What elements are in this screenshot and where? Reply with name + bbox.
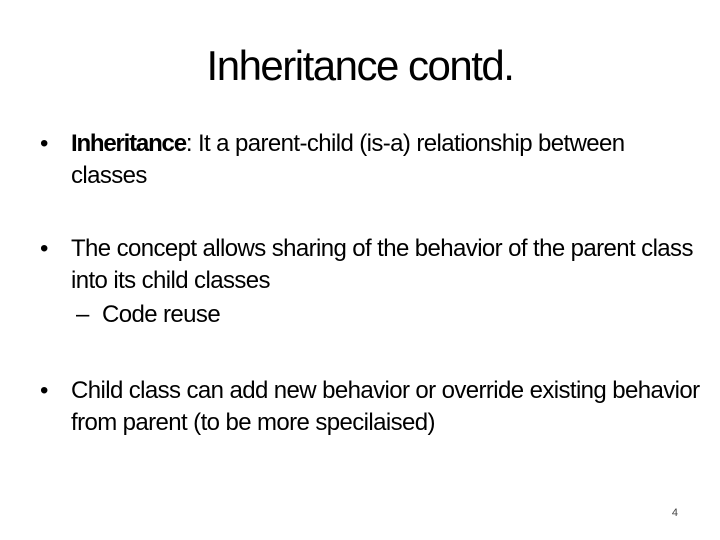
- bullet-marker: •: [40, 377, 48, 404]
- bullet-definition: : It a parent-child (is-a) relationship between classes: [71, 130, 625, 189]
- bullet-term: Inheritance: [71, 130, 186, 157]
- slide-title: Inheritance contd.: [206, 42, 514, 89]
- bullet-marker: •: [40, 130, 48, 157]
- bullet-text: [71, 128, 700, 192]
- page-number: 4: [671, 507, 678, 519]
- bullet-sharing-behavior: [40, 233, 700, 297]
- bullet-text: Child class can add new behavior or override existing behavior from parent (to be more specilaised): [71, 377, 700, 436]
- sub-bullet-code-reuse: [76, 299, 220, 331]
- bullet-child-class: [40, 375, 700, 439]
- sub-bullet-text: Code reuse: [102, 301, 221, 328]
- sub-bullet-marker: –: [76, 301, 89, 328]
- bullet-inheritance: [40, 128, 700, 192]
- bullet-text: The concept allows sharing of the behavior of the parent class into its child classes: [71, 235, 693, 294]
- bullet-marker: •: [40, 235, 48, 262]
